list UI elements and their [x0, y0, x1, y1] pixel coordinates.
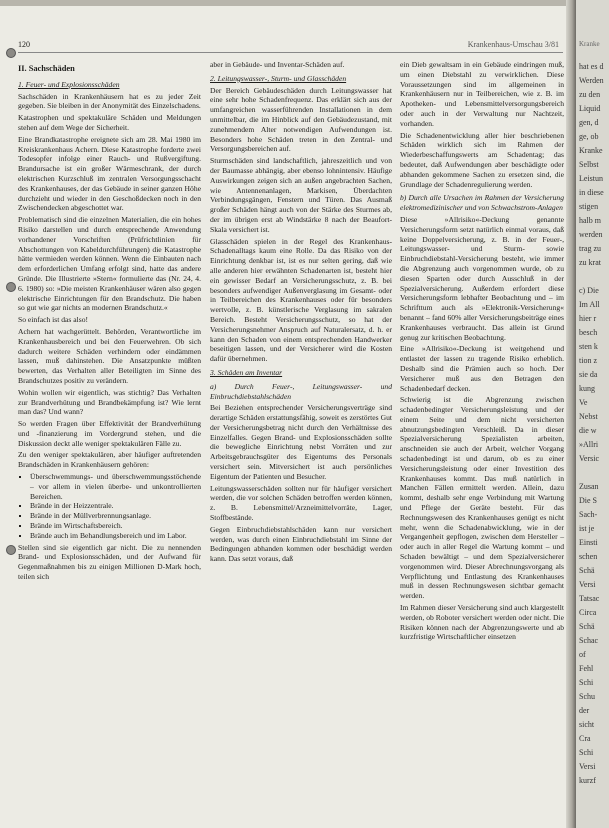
next-page-line: »Allri	[579, 440, 599, 449]
next-page-line: Ve	[579, 398, 588, 407]
next-page-line: trag zu	[579, 244, 601, 253]
list-item: ▪ Brände auch im Behandlungsbereich und im Labor.	[30, 531, 201, 541]
page-number: 120	[18, 40, 30, 49]
paragraph: Katastrophen und spektakuläre Schäden und Meldungen stehen auf dem Wege der Sicherheit.	[18, 113, 201, 132]
paragraph: So werden Fragen über Effektivität der Brandverhütung und -finanzierung im Vordergrund stehen, und die Diskussion deckt alle weniger spektakulären Fälle zu.	[18, 419, 201, 448]
next-page-line: Selbst	[579, 160, 599, 169]
paragraph: Diese »Allrisiko«-Deckung genannte Versicherungsform setzt natürlich einmal voraus, daß keine Doppelversicherung, z. B. in der Feuer-, Leitungswasser- und Sturm- sowie Einbruchdiebstahl-Versicherung besteht, wie immer die Abgrenzung auch vorgenommen wurde, ob zu diesen Sparten oder durch Ausschluß in der Spezialversicherung. Außerdem erfordert diese Versicherungsform lebhafter Beobachtung und – im Schrifttum auch als »Elektronik-Versicherung« benannt – fand 60% aller Versicherungsbeiträge eines Krankenhauses verbraucht. Das allein ist Grund genug zur kritischen Beobachtung.	[400, 214, 564, 342]
paragraph: Der Bereich Gebäudeschäden durch Leitungswasser hat eine sehr hohe Schadenfrequenz. Das erklärt sich aus der umfangreichen wasserführenden Installationen in dem unmittelbar, die im Hinblick auf den Gebäudezustand, mit zunehmendem Alter notwendigen Aufwendungen ist. Besonders hohe Schäden treten in den Zentral- und Versorgungsbereichen auf.	[210, 85, 392, 154]
next-page-line: Schac	[579, 636, 599, 645]
next-page-line: besch	[579, 328, 598, 337]
list-item: ▪ Brände in der Heizzentrale.	[30, 501, 201, 511]
punch-hole	[6, 282, 16, 292]
paragraph: Schwierig ist die Abgrenzung zwischen schadenbedingter Versicherungsleistung und der einem Seite und dem nicht versicherten abnutzungsbedingten Verschleiß. Da in dieser Spezialversicherung Spezialisten arbeiten, anschneiden sie auch der Arbeit, welcher Vorgang schadenbedingt ist und darum, ob es zu einer Versicherungsleistung oder einer Investition des Krankenhauses kommt. Das muß natürlich in Manchen Fällen ermittelt werden. Allein, dazu kommt, deshalb sehr enge Verbindung mit Wartung und Pflege der Geräte besteht. Für das Rechnungswesen des Krankenhauses genügt es nicht mehr, wenn die Schadenabwicklung, wie in der Vergangenheit gepflogen, zwischen dem Hersteller – oder auch in aller Regel die Wartung kommt – und Schaden bewältigt – und dem Spezialversicherer vorgenommen wird. Dieser Abrechnungsvorgang als Verpflichtung und Entlastung des Krankenhauses muß in dessen Rechnungswesen sichtbar gemacht werden.	[400, 395, 564, 601]
next-page-line: der	[579, 706, 590, 715]
running-head: Krankenhaus-Umschau 3/81	[467, 40, 559, 49]
next-page-line: gen, d	[579, 118, 599, 127]
subsubsection-title: a) Durch Feuer-, Leitungswasser- und Einbruchdiebstahlschäden	[210, 381, 392, 401]
next-page-line: zu krat	[579, 258, 601, 267]
paragraph: Bei Beziehen entsprechender Versicherungsverträge sind derartige Schäden erstattungsfähig, soweit es zerstörtes Gut der Versicherungsbetrag nicht durch den Verhältnisse des Einzelfalles. Gegen Brand- und Explosionsschäden sollte die bewegliche Einrichtung nebst Vorräten und zur Arbeitsgebrauchsgüter des Eigentums des Personals versichert sein. Mitversichert ist auch persönliches Eigentum der Patienten und Besucher.	[210, 403, 392, 481]
next-page-line: Versic	[579, 454, 599, 463]
next-page-line: Nebst	[579, 412, 598, 421]
book-gutter	[566, 0, 576, 828]
next-page-line: sicht	[579, 720, 595, 729]
next-page-line: kung	[579, 384, 595, 393]
page-header	[18, 40, 563, 53]
next-page-line: halb m	[579, 216, 601, 225]
paragraph: Sturmschäden sind landschaftlich, jahreszeitlich und von der Baumasse abhängig, aber ebenso lohnintensiv. Häufige Auswirkungen zeigen sich an außen angebrachten Sachen, wie Antennenanlagen, Markisen, Überdachten Verbindungsgängen, Fenstern und Türen. Das Ausmaß großer Schäden hängt auch von der Stärke des Sturmes ab, der im übrigen erst ab Windstärke 8 nach der Beaufort-Skala versichert ist.	[210, 156, 392, 234]
next-page-line: sten k	[579, 342, 598, 351]
next-page-line: hat es d	[579, 62, 604, 71]
paragraph: ein Dieb gewaltsam in ein Gebäude eindringen muß, um einen Diebstahl zu verwirklichen. Diese Voraussetzungen sind im allgemeinen in Krankenhäusern nur in Teilbereichen, wie z. B. im Apotheken- und Lebensmittelversorgungsbereich oder auch in der Verwaltung nur Nachtzeit, vorhanden.	[400, 60, 564, 128]
next-page-line: in diese	[579, 188, 604, 197]
next-page-line: Tatsac	[579, 594, 600, 603]
next-page-line: Die S	[579, 496, 597, 505]
next-page-line: Leistun	[579, 174, 603, 183]
next-page-line: Versi	[579, 762, 596, 771]
next-page-line: zu den	[579, 90, 601, 99]
subsection-title: 2. Leitungswasser-, Sturm- und Glasschäden	[210, 73, 347, 83]
paragraph: Zu den weniger spektakulären, aber häufiger auftretenden Brandschäden in Krankenhäusern gehören:	[18, 450, 201, 470]
next-running-head: Kranke	[579, 40, 600, 48]
next-page-line: Im All	[579, 300, 600, 309]
subsection-title: 1. Feuer- und Explosionsschäden	[18, 79, 120, 89]
next-page-line: Schi	[579, 678, 594, 687]
next-page-line: sie da	[579, 370, 598, 379]
next-page-line: of	[579, 650, 586, 659]
paragraph: Gegen Einbruchdiebstahlschäden kann nur versichert werden, was durch einen Einbruchdiebstahl im Sinne der Bedingungen abhanden kommen oder beschädigt werden kann. Das setzt voraus, daß	[210, 524, 392, 564]
next-page-line: stigen	[579, 202, 599, 211]
next-page-line: Kranke	[579, 146, 603, 155]
list-item: ▪ Überschwemmungs- und überschwemmungsstöchende – vor allem in vielen überbe- und unkontrollierten Bereichen.	[30, 472, 201, 501]
paragraph: Glasschäden spielen in der Regel des Krankenhaus-Schadenalltags kaum eine Rolle. Da das Risiko von der Einrichtung denkbar ist, ist es nur selten gering, daß wie alle anderen hier erwähnten Schadenarten ist, besteht hier ein gewisser Bedarf an Versicherungsschutz, z. B. bei besonders aufwendiger Außenverglasung im Gesamt- oder in Teilbereichen des Krankenhauses oder für besonders wertvolle, z. B. künstlerische Verglasung im sakralen Bereich. Besteht Versicherungsschutz, so hat der Versicherungsnehmer Anspruch auf Naturalersatz, d. h. er kann den Schaden von einem entsprechenden Handwerker beseitigen lassen, und der Versicherer wird die Kosten dafür übernehmen.	[210, 236, 392, 364]
next-page-line: Circa	[579, 608, 597, 617]
next-page-line: Liquid	[579, 104, 601, 113]
next-page-line: Schi	[579, 748, 594, 757]
next-page-line: Versi	[579, 580, 596, 589]
next-page-line: Fehl	[579, 664, 594, 673]
next-page-line: hier r	[579, 314, 597, 323]
next-page-line: werden	[579, 230, 603, 239]
bullet-list	[18, 472, 201, 541]
next-page-line: schen	[579, 552, 598, 561]
punch-hole	[6, 545, 16, 555]
paragraph: Im Rahmen dieser Versicherung sind auch klargestellt werden, ob Roboter versichert werden oder nicht. Die Risiken können nach der Abgrenzungswerte und ab kurzfristige Wirtschaftlicher einsetzen	[400, 603, 564, 642]
paragraph: Problematisch sind die einzelnen Materialien, die ein hohes Risiko darstellen und durch entsprechende Anwendung vorhandener Vorschriften (Prüfrichtlinien für Abschottungen von Kabeldurchführungen) die Katastrophe hätte vermieden werden können. Wenn die Einbauten nach dem erforderlichen Umfang erfolgt sind, hatte das andere Gründe. Die Illustrierte »Stern« formulierte das (Nr. 24, 4. 6. 1980) so: »Die meisten Krankenhäuser wären also gegen elektrische Einrichtungen für den Brandschutz. Die haben so gut wie gar nichts an modernen Brandschutz.«	[18, 215, 201, 313]
next-page-line: Zusan	[579, 482, 599, 491]
binding-edge	[0, 0, 566, 6]
next-page-line: ist je	[579, 524, 595, 533]
next-page-line: ge, ob	[579, 132, 599, 141]
next-page-line: c) Die	[579, 286, 599, 295]
paragraph: Eine Brandkatastrophe ereignete sich am 28. Mai 1980 im Kreiskrankenhaus Achern. Diese Katastrophe forderte zwei Todesopfer infolge einer Rauch- und Rußvergiftung. Brandursache ist ein großer Wärmeschrank, der durch elektrischen Kurzschluß im zentralen Versorgungsschacht des Krankenhauses, der das Gebäude in seiner ganzen Höhe durchzieht und wieder in den Geschoßdecken noch in den Zwischendecken abgeschottet war.	[18, 134, 201, 213]
next-page-line: Schä	[579, 622, 595, 631]
column-3	[400, 60, 564, 644]
list-item: ▪ Brände im Wirtschaftsbereich.	[30, 521, 201, 531]
next-page-line: Cra	[579, 734, 591, 743]
next-page-line: Einsti	[579, 538, 598, 547]
punch-hole	[6, 48, 16, 58]
next-page-line: die w	[579, 426, 597, 435]
paragraph: Die Schadenentwicklung aller hier beschriebenen Schäden wirklich sich im Rahmen der Wiederbeschaffungswerts am Schadentag; das bedeutet, daß Aufwendungen aber beschädigte oder abhanden gekommene Sachen zu ersetzen sind, die Grundlage der Schadenregulierung werden.	[400, 130, 564, 189]
next-page-line: Sach-	[579, 510, 598, 519]
paragraph: Stellen sind sie eigentlich gar nicht. Die zu nennenden Brand- und Explosionsschäden, und der Aufwand für Gegenmaßnahmen bis zu einigen Millionen D-Mark hoch, teilen sich	[18, 542, 201, 582]
next-page-line: Schä	[579, 566, 595, 575]
paragraph: Eine »Allrisiko«-Deckung ist weitgehend und entlastet der lassen zu tragende Risiko erheblich. Deshalb sind die Prämien auch so hoch. Der Versicherer muß aus den Betragen den Schadenbedarf decken.	[400, 344, 564, 393]
section-title: II. Sachschäden	[18, 64, 75, 73]
paragraph: Achern hat wachgerüttelt. Behörden, Verantwortliche im Krankenhausbereich und bei den Feuerwehren. Ob sich dadurch weitere Schäden verhindern oder eindämmen lassen, muß dahinstehen. Die Ansatzpunkte müßten bewerten, das Verhalten aller Beteiligten im Sinne des Brandschutzes positiv zu verändern.	[18, 326, 201, 385]
paragraph: Sachschäden in Krankenhäusern hat es zu jeder Zeit gegeben. Sie bleiben in der Anonymität des Einzelschadens.	[18, 91, 201, 111]
next-page-line: Schu	[579, 692, 595, 701]
next-page-line: kurzf	[579, 776, 596, 785]
paragraph: aber in Gebäude- und Inventar-Schäden auf.	[210, 60, 345, 69]
next-page-line: Werden	[579, 76, 604, 85]
subsection-title: 3. Schäden am Inventar	[210, 367, 283, 377]
paragraph: So einfach ist das also!	[18, 315, 89, 325]
next-page-line: tion z	[579, 356, 597, 365]
next-page-edge	[576, 0, 609, 828]
column-1	[18, 60, 201, 584]
paragraph: Wohin wollen wir eigentlich, was stichtig? Das Verhalten zur Brandverhütung und Brandbekämpfung ist? Wie lernt man das? Und wann?	[18, 387, 201, 417]
subsubsection-title: b) Durch alle Ursachen im Rahmen der Versicherung elektromedizinischer und von Schwachstrom-Anlagen	[400, 193, 564, 213]
paragraph: Leitungswasserschäden sollten nur für häufiger versichert werden, die vor solchen Schäden betroffen werden können, z. B. Lebensmittel/Arzneimittelvorräte, Lager, Stoffbestände.	[210, 483, 392, 523]
column-2	[210, 60, 392, 566]
list-item: ▪ Brände in der Müllverbrennungsanlage.	[30, 511, 201, 521]
